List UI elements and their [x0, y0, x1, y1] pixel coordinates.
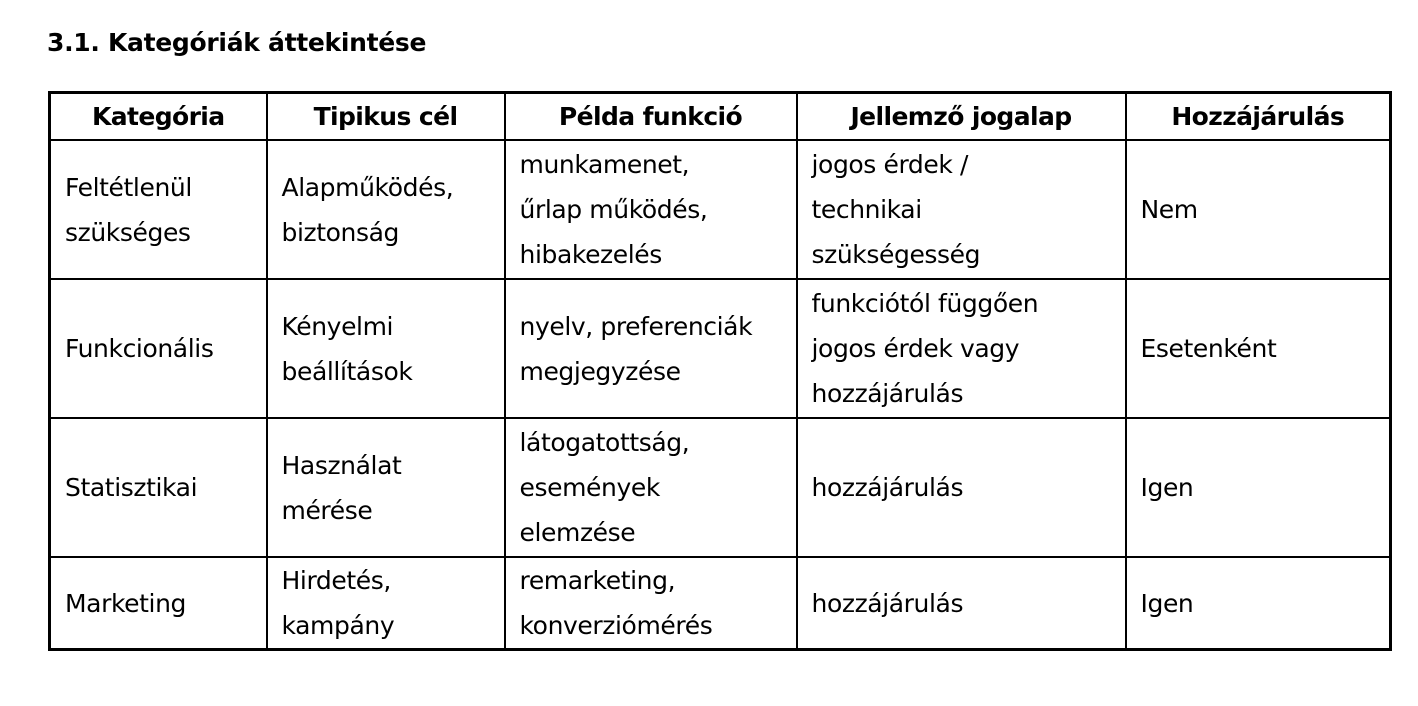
cell-line: Igen — [1140, 473, 1194, 502]
column-header-example-function: Példa funkció — [505, 93, 797, 141]
table-row — [50, 557, 1391, 650]
cell-legal-basis — [797, 418, 1126, 557]
column-header-category: Kategória — [50, 93, 267, 141]
table-header-row — [50, 93, 1391, 141]
cell-typical-purpose — [267, 418, 505, 557]
cell-example-function — [505, 140, 797, 279]
cell-category — [50, 418, 267, 557]
cell-line: kampány — [281, 611, 395, 640]
cell-consent — [1126, 557, 1391, 650]
cell-legal-basis — [797, 279, 1126, 418]
table-row — [50, 279, 1391, 418]
cell-line: elemzése — [519, 518, 636, 547]
cell-line: nyelv, preferenciák — [519, 311, 753, 341]
cell-category — [50, 140, 267, 279]
cell-line: hibakezelés — [519, 240, 662, 269]
cell-legal-basis — [797, 140, 1126, 279]
cell-typical-purpose — [267, 140, 505, 279]
cell-line: mérése — [281, 495, 373, 525]
column-header-typical-purpose: Tipikus cél — [267, 93, 505, 141]
cell-line: Használat — [281, 450, 402, 480]
cell-example-function — [505, 418, 797, 557]
cell-line: technikai — [811, 195, 922, 224]
cell-line: jogos érdek vagy — [811, 334, 1020, 363]
column-header-consent: Hozzájárulás — [1126, 93, 1391, 141]
cell-line: hozzájárulás — [811, 379, 964, 408]
cell-line: Marketing — [65, 588, 186, 618]
table-row — [50, 418, 1391, 557]
cell-line: Statisztikai — [65, 473, 198, 502]
column-header-legal-basis: Jellemző jogalap — [797, 93, 1126, 141]
cell-example-function — [505, 557, 797, 650]
cell-line: hozzájárulás — [811, 473, 964, 502]
cell-consent — [1126, 418, 1391, 557]
cell-line: Esetenként — [1140, 334, 1277, 363]
cell-line: Hirdetés, — [281, 566, 391, 595]
cell-line: látogatottság, — [519, 428, 690, 457]
cell-line: funkciótól függően — [811, 289, 1039, 318]
cell-line: Funkcionális — [65, 334, 214, 363]
cell-line: események — [519, 473, 660, 502]
cell-line: remarketing, — [519, 566, 676, 595]
cell-line: Feltétlenül — [65, 172, 192, 202]
cell-line: beállítások — [281, 356, 413, 386]
cell-line: Kényelmi — [281, 311, 394, 341]
cell-line: munkamenet, — [519, 150, 690, 179]
cell-line: Igen — [1140, 588, 1194, 618]
cell-example-function — [505, 279, 797, 418]
cell-legal-basis — [797, 557, 1126, 650]
cell-line: szükséges — [65, 217, 191, 247]
cell-consent — [1126, 279, 1391, 418]
cell-category — [50, 279, 267, 418]
cell-line: biztonság — [281, 217, 399, 247]
cell-line: Alapműködés, — [281, 172, 454, 202]
cell-line: megjegyzése — [519, 356, 681, 386]
categories-table — [48, 91, 1392, 651]
cell-typical-purpose — [267, 557, 505, 650]
cell-line: űrlap működés, — [519, 195, 708, 224]
cell-line: konverziómérés — [519, 611, 713, 640]
cell-line: hozzájárulás — [811, 588, 964, 618]
cell-typical-purpose — [267, 279, 505, 418]
cell-consent — [1126, 140, 1391, 279]
cell-line: jogos érdek / — [811, 150, 968, 179]
cell-line: Nem — [1140, 195, 1198, 224]
cell-category — [50, 557, 267, 650]
section-heading: 3.1. Kategóriák áttekintése — [47, 28, 427, 57]
cell-line: szükségesség — [811, 240, 981, 269]
table-row — [50, 140, 1391, 279]
